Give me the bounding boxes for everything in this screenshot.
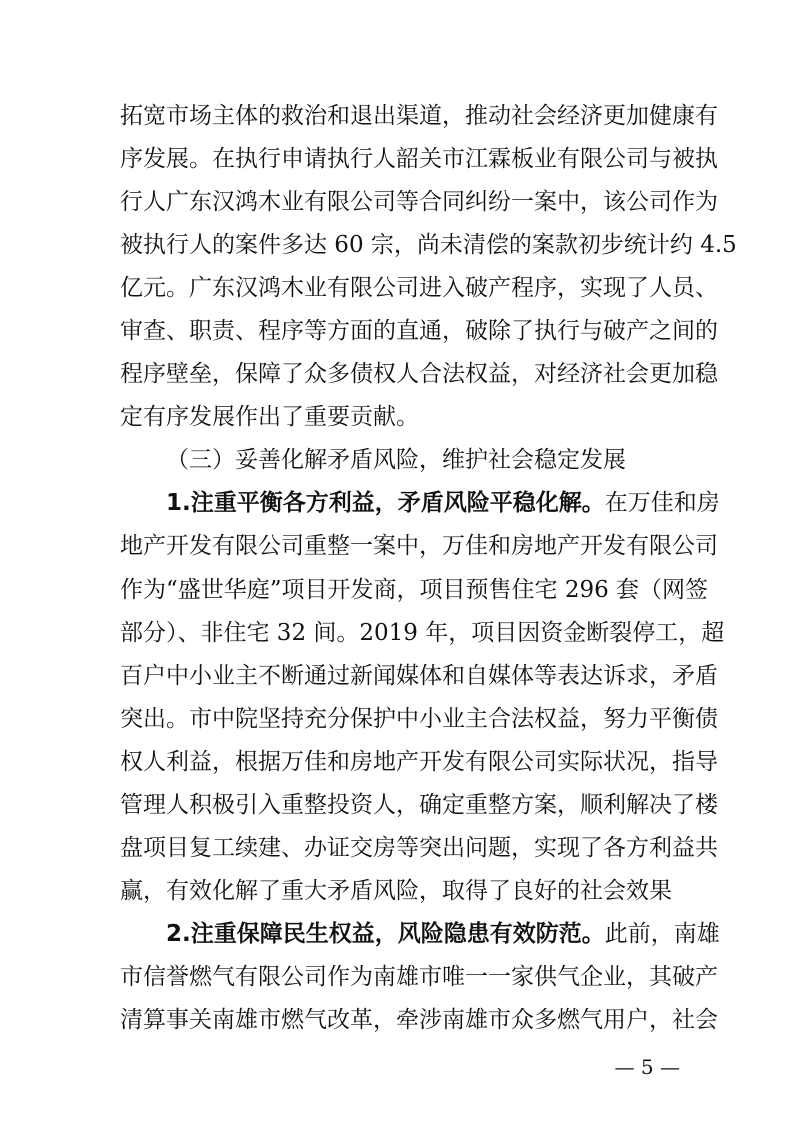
section-heading: （三）妥善化解矛盾风险，维护社会稳定发展 [166,447,626,473]
paragraph-line: 拓宽市场主体的救治和退出渠道，推动社会经济更加健康有 [120,103,718,129]
item-1-heading: 1.注重平衡各方利益，矛盾风险平稳化解。 [166,490,605,516]
paragraph-line: 部分）、非住宅 32 间。2019 年，项目因资金断裂停工，超 [120,620,725,646]
paragraph-line: 定有序发展作出了重要贡献。 [120,404,419,430]
item-1-text: 在万佳和房 [604,490,720,516]
paragraph-line: 百户中小业主不断通过新闻媒体和自媒体等表达诉求，矛盾 [120,663,718,689]
paragraph-line: 权人利益，根据万佳和房地产开发有限公司实际状况，指导 [120,749,718,775]
item-1-first-line [166,483,720,523]
paragraph-line: 管理人积极引入重整投资人，确定重整方案，顺利解决了楼 [120,792,718,818]
paragraph-line: 亿元。广东汉鸿木业有限公司进入破产程序，实现了人员、 [120,275,718,301]
paragraph-line: 清算事关南雄市燃气改革，牵涉南雄市众多燃气用户，社会 [120,1007,718,1033]
item-2-first-line [166,914,720,954]
paragraph-line: 市信誉燃气有限公司作为南雄市唯一一家供气企业，其破产 [120,964,718,990]
paragraph-line: 赢，有效化解了重大矛盾风险，取得了良好的社会效果 [120,878,672,904]
paragraph-line: 审查、职责、程序等方面的直通，破除了执行与破产之间的 [120,318,718,344]
paragraph-line: 作为“盛世华庭”项目开发商，项目预售住宅 296 套（网签 [120,577,709,603]
item-2-heading: 2.注重保障民生权益，风险隐患有效防范。 [166,921,605,947]
paragraph-line: 突出。市中院坚持充分保护中小业主合法权益，努力平衡债 [120,706,718,732]
paragraph-line: 程序壁垒，保障了众多债权人合法权益，对经济社会更加稳 [120,361,718,387]
paragraph-line: 被执行人的案件多达 60 宗，尚未清偿的案款初步统计约 4.5 [120,232,737,258]
paragraph-line: 行人广东汉鸿木业有限公司等合同纠纷一案中，该公司作为 [120,189,718,215]
paragraph-line: 序发展。在执行申请执行人韶关市江霖板业有限公司与被执 [120,146,718,172]
page-number: — 5 — [614,1055,680,1079]
paragraph-line: 盘项目复工续建、办证交房等突出问题，实现了各方利益共 [120,835,718,861]
paragraph-line: 地产开发有限公司重整一案中，万佳和房地产开发有限公司 [120,533,718,559]
item-2-text: 此前，南雄 [604,921,720,947]
